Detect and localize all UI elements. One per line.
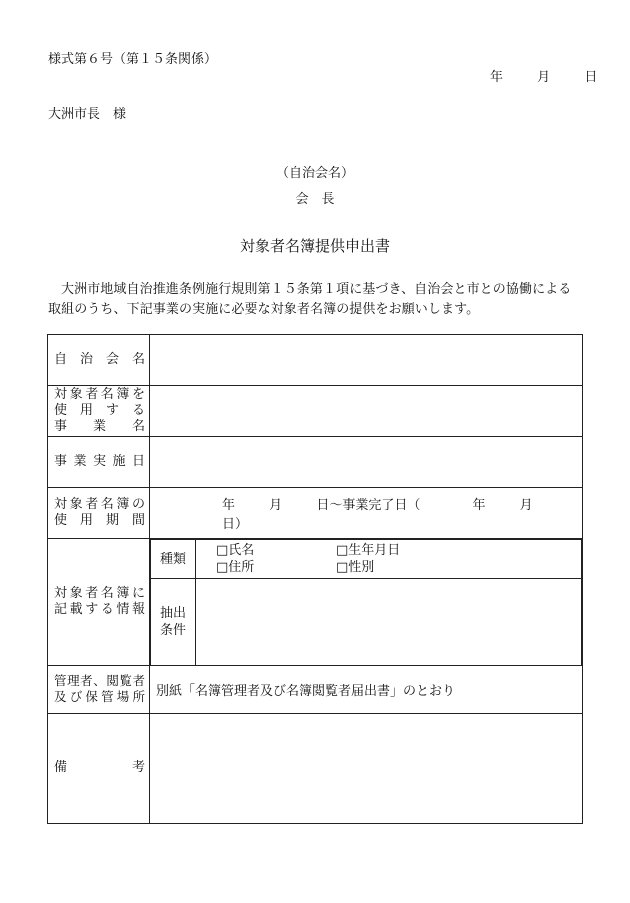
period-month-2: 月 — [519, 498, 533, 513]
addressee: 大洲市長 様 — [48, 107, 127, 122]
row-implementation-date — [48, 437, 583, 488]
period-day-2: 日） — [222, 517, 249, 532]
row-remarks — [48, 713, 583, 823]
checkbox-name[interactable]: □氏名 — [216, 543, 255, 558]
label-business-name: 対象者名簿を 使用する 事業名 — [48, 386, 150, 437]
date-year: 年 — [490, 70, 504, 85]
chairman-label: 会 長 — [295, 192, 335, 207]
period-year-2: 年 — [472, 498, 486, 513]
extract-condition-label: 抽出 条件 — [151, 579, 196, 665]
row-listed-info — [48, 539, 583, 666]
field-business-name[interactable] — [150, 386, 583, 437]
date-month: 月 — [537, 70, 551, 85]
period-month-1: 月 — [269, 498, 283, 513]
label-implementation-date: 事業実施日 — [48, 437, 150, 488]
label-listed-info: 対象者名簿に 記載する情報 — [48, 539, 150, 666]
document-title: 対象者名簿提供申出書 — [239, 237, 390, 255]
field-implementation-date[interactable] — [150, 437, 583, 488]
date-line — [490, 66, 597, 85]
field-usage-period[interactable] — [150, 488, 583, 539]
field-manager[interactable]: 別紙「名簿管理者及び名簿閲覧者届出書」のとおり — [150, 665, 583, 713]
label-usage-period: 対象者名簿の 使用期間 — [48, 488, 150, 539]
row-usage-period — [48, 488, 583, 539]
application-table — [47, 334, 583, 824]
checkbox-gender[interactable]: □性別 — [336, 560, 375, 575]
checkbox-address[interactable]: □住所 — [216, 560, 255, 575]
form-number: 様式第６号（第１５条関係） — [48, 52, 218, 67]
row-business-name — [48, 386, 583, 437]
date-day: 日 — [584, 70, 598, 85]
listed-info-cell — [150, 539, 583, 666]
association-name: （自治会名） — [275, 166, 354, 181]
listed-info-subtable — [150, 539, 582, 665]
row-association — [48, 335, 583, 386]
checkbox-birthdate[interactable]: □生年月日 — [336, 543, 401, 558]
field-extract-condition[interactable] — [196, 579, 582, 665]
period-day-1: 日～事業完了日（ — [316, 498, 421, 513]
field-association-name[interactable] — [150, 335, 583, 386]
label-manager: 管理者、閲覧者 及び保管場所 — [48, 665, 150, 713]
label-remarks: 備 考 — [48, 713, 150, 823]
period-year-1: 年 — [222, 498, 236, 513]
field-remarks[interactable] — [150, 713, 583, 823]
type-checkboxes — [196, 540, 582, 579]
label-association-name: 自治会名 — [48, 335, 150, 386]
body-text: 大洲市地域自治推進条例施行規則第１５条第１項に基づき、自治会と市との協働による取組のうち、下記事業の実施に必要な対象者名簿の提供をお願いします。 — [48, 282, 572, 317]
row-manager — [48, 665, 583, 713]
type-label: 種類 — [151, 540, 196, 579]
